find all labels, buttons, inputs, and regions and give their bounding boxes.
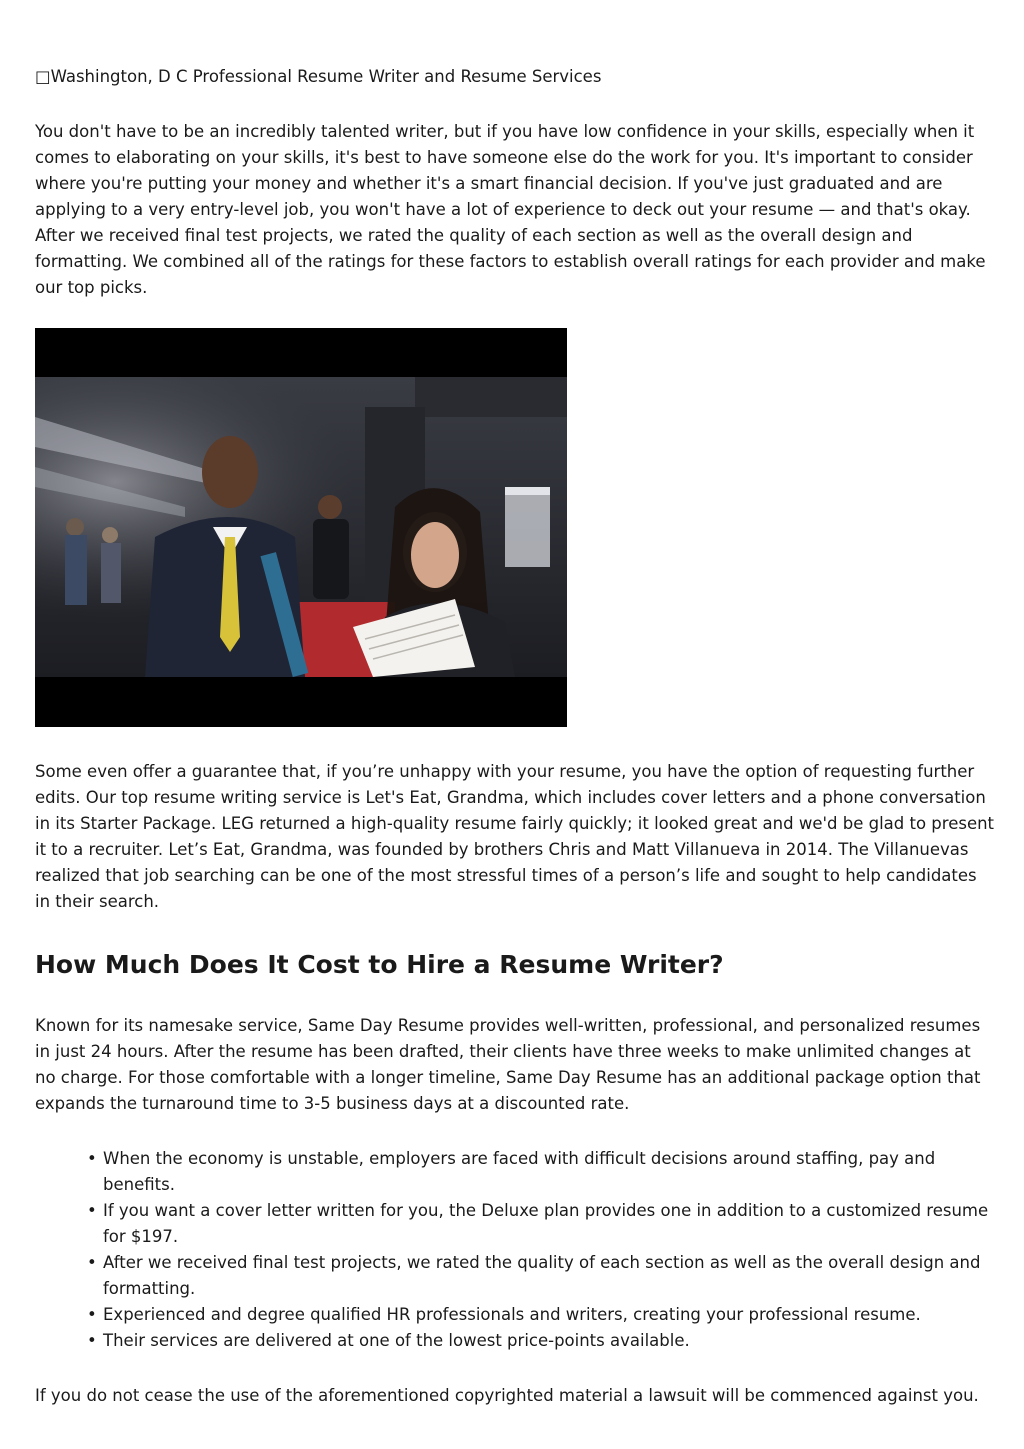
bullet-icon: • bbox=[87, 1305, 97, 1324]
section-heading: How Much Does It Cost to Hire a Resume Writer? bbox=[35, 950, 724, 979]
page-title bbox=[35, 64, 995, 90]
second-paragraph: Some even offer a guarantee that, if you’re unhappy with your resume, you have the option of requesting further edits. Our top resume writing service is Let's Eat, Grandma, which includes cover letters and a phone conversation in its Starter Package. LEG returned a high-quality resume fairly quickly; it looked great and we'd be glad to present it to a recruiter. Let’s Eat, Grandma, was founded by brothers Chris and Matt Villanueva in 2014. The Villanuevas realized that job searching can be one of the most stressful times of a person’s life and sought to help candidates in their search. bbox=[35, 762, 995, 911]
page-title-text: Washington, D C Professional Resume Writer and Resume Services bbox=[50, 67, 602, 86]
third-paragraph: Known for its namesake service, Same Day Resume provides well-written, professional, and personalized resumes in just 24 hours. After the resume has been drafted, their clients have three weeks to make unlimited changes at no charge. For those comfortable with a longer timeline, Same Day Resume has an additional package option that expands the turnaround time to 3-5 business days at a discounted rate. bbox=[35, 1016, 981, 1113]
list-item-text: Experienced and degree qualified HR professionals and writers, creating your professional resume. bbox=[103, 1305, 921, 1324]
list-item bbox=[87, 1328, 995, 1354]
closing-paragraph: If you do not cease the use of the aforementioned copyrighted material a lawsuit will be commenced against you. bbox=[35, 1386, 979, 1405]
list-item bbox=[87, 1198, 995, 1250]
job-fair-scene-image bbox=[35, 377, 567, 677]
list-item bbox=[87, 1302, 995, 1328]
bullet-icon: • bbox=[87, 1149, 97, 1168]
list-item bbox=[87, 1146, 995, 1198]
missing-glyph-icon: □ bbox=[35, 67, 51, 86]
list-item-text: After we received final test projects, we rated the quality of each section as well as the overall design and formatting. bbox=[103, 1253, 981, 1298]
list-item-text: When the economy is unstable, employers are faced with difficult decisions around staffing, pay and benefits. bbox=[103, 1149, 936, 1194]
video-frame-image bbox=[35, 377, 567, 677]
list-item-text: Their services are delivered at one of the lowest price-points available. bbox=[103, 1331, 690, 1350]
list-item-text: If you want a cover letter written for you, the Deluxe plan provides one in addition to a customized resume for $197. bbox=[103, 1201, 989, 1246]
list-item bbox=[87, 1250, 995, 1302]
bullet-icon: • bbox=[87, 1201, 97, 1220]
intro-paragraph: You don't have to be an incredibly talented writer, but if you have low confidence in your skills, especially when it comes to elaborating on your skills, it's best to have someone else do the work for you. It's important to consider where you're putting your money and whether it's a smart financial decision. If you've just graduated and are applying to a very entry-level job, you won't have a lot of experience to deck out your resume — and that's okay. After we received final test projects, we rated the quality of each section as well as the overall design and formatting. We combined all of the ratings for these factors to establish overall ratings for each provider and make our top picks. bbox=[35, 122, 986, 297]
bullet-list bbox=[35, 1146, 995, 1354]
bullet-icon: • bbox=[87, 1253, 97, 1272]
bullet-icon: • bbox=[87, 1331, 97, 1350]
video-player[interactable] bbox=[35, 328, 567, 727]
article bbox=[35, 64, 995, 1409]
